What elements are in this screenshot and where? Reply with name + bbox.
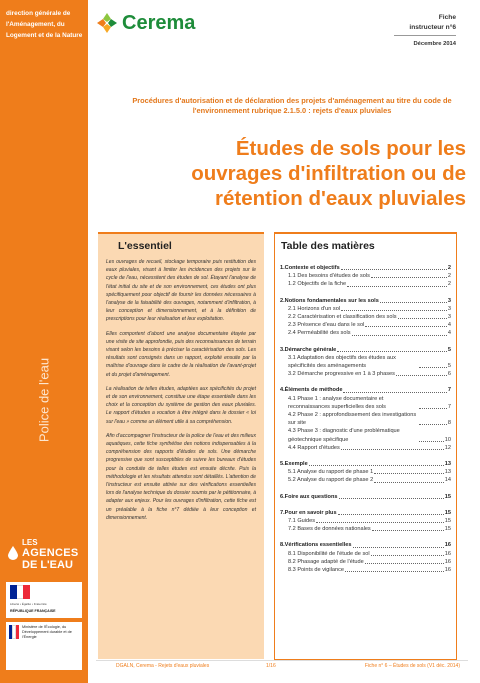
toc-entry[interactable] (280, 370, 451, 378)
toc-entry-label: 8.1 Disponibilité de l'étude de sol (288, 550, 370, 557)
toc-entry-label: 8.3 Points de vigilance (288, 567, 344, 574)
toc-entry[interactable] (280, 395, 451, 411)
footer-fiche-ref: Fiche n° 6 – Études de sols (V1 déc. 2014) (364, 663, 460, 669)
toc-entry[interactable] (280, 272, 451, 280)
agences-eau-logo (6, 538, 84, 576)
toc-entry-label: 1.2 Objectifs de la fiche (288, 281, 347, 288)
toc-entry-page: 2 (447, 265, 451, 271)
cerema-mark-icon (96, 12, 118, 34)
essentiel-panel (98, 232, 264, 659)
toc-entry[interactable] (280, 329, 451, 337)
ministere-logo (6, 622, 82, 670)
toc-entry-page: 14 (444, 477, 451, 484)
toc-entry-label: 4.4 Rapport d'études (288, 444, 340, 451)
toc-entry-label: 3.1 Adaptation des objectifs des études aux spécificités des aménagements (288, 354, 396, 370)
toc-entry-label: 3.2 Démarche progressive en 1 à 3 phases (288, 371, 395, 378)
ministere-name: Ministère de l'Écologie, du Développement durable et de l'Énergie (22, 625, 72, 640)
toc-entry-label: 3.Démarche générale (280, 346, 337, 353)
fiche-divider (394, 35, 456, 36)
toc-entry-page: 7 (447, 403, 451, 410)
toc-entry[interactable] (280, 305, 451, 313)
toc-entry-label: 8.2 Phasage adapté de l'étude (288, 558, 364, 565)
toc-entry-page: 4 (447, 330, 451, 337)
agences-word: AGENCES (22, 547, 79, 559)
toc-entry[interactable] (280, 386, 451, 394)
toc-section (280, 460, 451, 485)
toc-entry[interactable] (280, 411, 451, 427)
toc-entry-label: 8.Vérifications essentielles (280, 542, 352, 549)
essentiel-body (106, 258, 256, 528)
toc-entry[interactable] (280, 517, 451, 525)
toc-entry[interactable] (280, 525, 451, 533)
toc-entry-page: 2 (447, 273, 451, 280)
toc-entry-label: 4.3 Phase 3 : diagnostic d'une problématique géotechnique spécifique (288, 428, 400, 443)
toc-section (280, 346, 451, 379)
toc-entry-page: 5 (447, 346, 451, 353)
toc-entry[interactable] (280, 468, 451, 476)
toc-entry-page: 2 (447, 281, 451, 288)
toc-entry-label: 4.Éléments de méthode (280, 387, 343, 394)
toc-entry[interactable] (280, 550, 451, 558)
toc-entry-label: 1.Contexte et objectifs (280, 265, 340, 271)
sidebar (0, 0, 88, 683)
toc-entry-label: 4.1 Phase 1 : analyse documentaire et reconnaissances superficielles des sols (288, 395, 386, 410)
ministere-flag-icon (9, 625, 19, 639)
toc-section (280, 509, 451, 534)
toc-entry-label: 7.Pour en savoir plus (280, 509, 337, 516)
toc-entry-label: 2.4 Perméabilité des sols (288, 330, 351, 337)
agences-les: LES (22, 538, 38, 547)
toc-entry-page: 16 (444, 558, 451, 565)
essentiel-paragraph: Les ouvrages de recueil, stockage temporaire puis restitution des eaux pluviales, visant à limiter les incidences des projets sur le cycle de l'eau, nécessitent des études de sol. Étayant l'analyse de l'état initial du site et de son environnement, ces études ont plus spécifiquement pour objectif de fournir les données nécessaires à l'analyse de la faisabilité des ouvrages, notamment d'infiltration, à leur conception et dimensionnement, et à la définition de prescriptions pour leur réalisation et leur exploitation. (106, 259, 256, 323)
toc-entry[interactable] (280, 444, 451, 452)
page-footer (96, 660, 468, 673)
fiche-info (376, 14, 456, 47)
footer-page-number: 1/16 (266, 663, 276, 669)
toc-entry[interactable] (280, 264, 451, 272)
toc-entry-label: 1.1 Des besoins d'études de sols (288, 273, 370, 280)
toc-entry[interactable] (280, 460, 451, 468)
toc-entry-page: 15 (444, 518, 451, 525)
toc-entry-label: 5.1 Analyse du rapport de phase 1 (288, 469, 374, 476)
toc-entry-page: 4 (447, 322, 451, 329)
toc-entry[interactable] (280, 541, 451, 549)
document-title: Études de sols pour les ouvrages d'infiltration ou de rétention d'eaux pluviales (191, 137, 466, 210)
toc-entry-page: 6 (447, 371, 451, 378)
toc-section (280, 297, 451, 338)
toc-section (280, 493, 451, 501)
toc-section (280, 386, 451, 452)
toc-entry-page: 8 (447, 420, 451, 427)
water-drop-icon (8, 546, 18, 560)
toc-entry[interactable] (280, 280, 451, 288)
toc-section (280, 264, 451, 289)
footer-source: DGALN, Cerema - Rejets d'eaux pluviales (116, 663, 210, 669)
toc-entry-page: 15 (444, 509, 451, 516)
toc-entry-page: 12 (444, 444, 451, 451)
toc-entry-label: 6.Foire aux questions (280, 493, 338, 500)
police-eau-label (0, 315, 88, 485)
republique-name: RÉPUBLIQUE FRANÇAISE (10, 609, 56, 613)
fiche-number: instructeur n°6 (409, 24, 456, 31)
toc-entry[interactable] (280, 346, 451, 354)
toc-entry-page: 15 (444, 526, 451, 533)
agences-eau: DE L'EAU (22, 559, 73, 571)
toc-entry-label: 7.2 Bases de données nationales (288, 526, 371, 533)
french-flag-icon (10, 585, 30, 599)
toc-entry-page: 5 (447, 363, 451, 370)
toc-entry-page: 16 (444, 567, 451, 574)
republique-logo (6, 582, 82, 618)
toc-entry-page: 3 (447, 314, 451, 321)
toc-section (280, 541, 451, 574)
toc-list (280, 264, 451, 582)
document-subtitle: Procédures d'autorisation et de déclaration des projets d'aménagement au titre du code de l'environnement rubrique 2.1.5.0 : rejets d'eaux pluviales (132, 96, 452, 115)
fiche-label: Fiche (438, 14, 456, 21)
toc-entry[interactable] (280, 427, 451, 443)
cerema-wordmark: Cerema (122, 12, 196, 34)
toc-entry[interactable] (280, 313, 451, 321)
toc-entry-label: 2.1 Horizons d'un sol (288, 305, 341, 312)
toc-entry-page: 10 (444, 436, 451, 443)
toc-heading: Table des matières (281, 240, 375, 252)
toc-entry-label: 5.Exemple (280, 461, 308, 468)
toc-entry[interactable] (280, 566, 451, 574)
toc-entry-label: 7.1 Guides (288, 518, 316, 525)
toc-entry-page: 3 (447, 305, 451, 312)
toc-entry-page: 3 (447, 297, 451, 304)
toc-entry-page: 13 (444, 461, 451, 468)
table-of-contents (274, 232, 457, 660)
toc-entry-label: 4.2 Phase 2 : approfondissement des investigations sur site (288, 412, 417, 427)
toc-entry-page: 7 (447, 387, 451, 394)
essentiel-paragraph: Elles comportent d'abord une analyse documentaire étayée par une visite de site approfondie, puis des reconnaissances de terrain visant selon les besoins à préciser la caractérisation des sols. Les résultats sont consignés dans un rapport, exploité ensuite par la maîtrise d'ouvrage dans le cadre de la réalisation de l'avant-projet et du projet d'aménagement. (106, 330, 256, 378)
toc-entry-label: 2.3 Présence d'eau dans le sol (288, 322, 365, 329)
toc-entry[interactable] (280, 297, 451, 305)
toc-entry-page: 16 (444, 550, 451, 557)
toc-entry-label: 5.2 Analyse du rapport de phase 2 (288, 477, 374, 484)
essentiel-paragraph: La réalisation de telles études, adaptées aux spécificités du projet et de son environnement, constitue une étape essentielle dans les choix et la conception du système de gestion des eaux pluviales. Le rapport d'études a vocation à être intégré dans le dossier « loi sur l'eau » comme un élément utile à sa compréhension. (106, 385, 256, 425)
toc-entry[interactable] (280, 558, 451, 566)
republique-motto: Liberté • Égalité • Fraternité (10, 602, 47, 606)
toc-entry-page: 13 (444, 469, 451, 476)
toc-entry-page: 16 (444, 542, 451, 549)
cerema-logo (96, 10, 226, 36)
toc-entry[interactable] (280, 321, 451, 329)
toc-entry[interactable] (280, 354, 451, 370)
toc-entry-label: 2.2 Caractérisation et classification des sols (288, 314, 397, 321)
toc-entry[interactable] (280, 476, 451, 484)
toc-entry-page: 15 (444, 493, 451, 500)
toc-entry[interactable] (280, 509, 451, 517)
dgaln-heading: direction générale de l'Aménagement, du Logement et de la Nature (6, 10, 83, 39)
toc-entry[interactable] (280, 493, 451, 501)
essentiel-heading: L'essentiel (118, 240, 172, 252)
police-eau-text: Police de l'eau (36, 357, 52, 443)
fiche-date: Décembre 2014 (413, 41, 456, 47)
toc-entry-label: 2.Notions fondamentales sur les sols (280, 297, 379, 304)
essentiel-paragraph: Afin d'accompagner l'instructeur de la police de l'eau et des milieux aquatiques, cette fiche synthétise des notions indispensables à la compréhension des rapports d'études de sols. Une démarche progressive que sont susceptibles de suivre les bureaux d'études pour la conduite de telles études est ensuite décrite. Puis la méthodologie et les résultats attendus sont détaillés. L'attention de l'instructeur est ensuite attirée sur des vérifications essentielles lors de l'analyse technique du dossier soumis par le pétitionnaire, à adapter aux enjeux. Pour les ouvrages d'infiltration, cette fiche est un préalable à la fiche n°7 dédiée à leur conception et dimensionnement. (106, 432, 256, 521)
